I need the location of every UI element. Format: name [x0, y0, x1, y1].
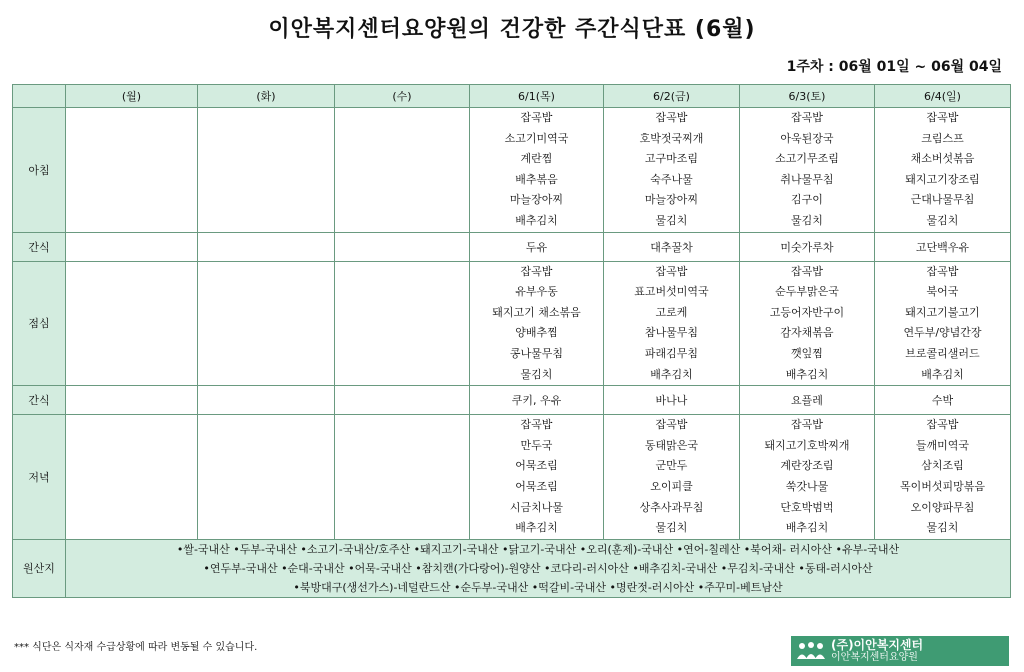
menu-cell: [740, 261, 875, 386]
empty-slot: [335, 498, 469, 519]
origin-row: [13, 539, 1011, 597]
empty-slot: [66, 344, 197, 365]
meal-label-breakfast: 아침: [13, 108, 66, 233]
snack-cell: 고단백우유: [875, 232, 1011, 261]
meal-label-snack1: 간식: [13, 232, 66, 261]
empty-slot: [66, 456, 197, 477]
day-header: 6/2(금): [604, 85, 740, 108]
dish-item: 물김치: [791, 213, 823, 227]
dish-item: 배추김치: [515, 521, 558, 535]
empty-slot: [198, 518, 334, 539]
dish-item: 소고기무조림: [775, 152, 839, 166]
day-header: (수): [335, 85, 470, 108]
dish-item: 잡곡밥: [520, 111, 553, 124]
dish-item: 물김치: [655, 213, 688, 227]
empty-slot: [66, 211, 197, 232]
dish-item: 배추볶음: [515, 172, 558, 186]
dish-item: 순두부맑은국: [775, 285, 839, 299]
snack-cell: 요플레: [740, 386, 875, 415]
dish-item: 참나물무침: [644, 326, 699, 340]
empty-slot: [66, 262, 197, 283]
dish-item: 배추김치: [785, 367, 829, 381]
empty-slot: [66, 498, 197, 519]
dish-item: 북어국: [926, 285, 959, 299]
dish-item: 소고기미역국: [504, 131, 569, 145]
dish-item: 물김치: [520, 367, 553, 381]
dish-item: 양배추찜: [515, 326, 558, 340]
meal-label-lunch: 점심: [13, 261, 66, 386]
empty-slot: [198, 415, 334, 436]
page-title: 이안복지센터요양원의 건강한 주간식단표 (6월): [268, 17, 756, 42]
empty-slot: [198, 303, 334, 324]
snack1-row: [13, 232, 1011, 261]
dish-item: 만두국: [520, 438, 553, 452]
empty-slot: [198, 262, 334, 283]
empty-slot: [335, 477, 469, 498]
menu-cell: [198, 108, 335, 233]
dish-item: 계란장조림: [780, 459, 834, 473]
dish-item: 김구이: [791, 193, 823, 207]
dish-item: 호박젓국찌개: [639, 131, 704, 145]
menu-cell: [875, 261, 1011, 386]
dish-item: 배추김치: [921, 367, 964, 381]
empty-slot: [335, 108, 469, 129]
dish-item: 유부우동: [515, 285, 558, 299]
empty-slot: [66, 415, 197, 436]
empty-slot: [198, 344, 334, 365]
day-header-row: [13, 85, 1011, 108]
origin-line: •쌀-국내산 •두부-국내산 •소고기-국내산/호주산 •돼지고기-국내산 •닭고기-국내산 •오리(훈제)-국내산 •연어-칠레산 •북어채- 러시아산 •유부-국내산: [176, 542, 900, 556]
empty-slot: [66, 365, 197, 386]
origin-label: 원산지: [13, 539, 66, 597]
menu-cell: [66, 415, 198, 540]
dish-item: 잡곡밥: [791, 418, 823, 432]
corner-cell: [13, 85, 66, 108]
empty-slot: [335, 323, 469, 344]
snack-cell: 바나나: [604, 386, 740, 415]
logo-company-name: (주)이안복지센터: [831, 638, 924, 652]
empty-slot: [335, 282, 469, 303]
day-header: (월): [66, 85, 198, 108]
empty-slot: [66, 149, 197, 170]
empty-slot: [198, 436, 334, 457]
dish-item: 잡곡밥: [791, 264, 823, 278]
empty-slot: [198, 498, 334, 519]
empty-slot: [335, 262, 469, 283]
dish-item: 삼치조림: [921, 459, 964, 473]
empty-slot: [66, 108, 197, 129]
snack-cell: 미숫가루차: [740, 232, 875, 261]
dish-item: 고구마조림: [644, 152, 699, 166]
dish-item: 잡곡밥: [520, 264, 553, 278]
dish-item: 배추김치: [785, 521, 829, 535]
dinner-row: [13, 415, 1011, 540]
empty-slot: [198, 323, 334, 344]
people-logo-icon: [791, 636, 831, 666]
dish-item: 돼지고기장조림: [905, 172, 980, 186]
menu-cell: [198, 415, 335, 540]
menu-cell: [875, 108, 1011, 233]
empty-slot: [198, 211, 334, 232]
empty-slot: [335, 436, 469, 457]
empty-slot: [335, 303, 469, 324]
dish-item: 파래김무침: [644, 346, 699, 360]
dish-item: 오이양파무침: [910, 500, 975, 514]
dish-item: 마늘장아찌: [509, 193, 564, 207]
snack-cell: 수박: [875, 386, 1011, 415]
empty-slot: [198, 170, 334, 191]
origin-info: [66, 539, 1011, 597]
meal-label-snack2: 간식: [13, 386, 66, 415]
dish-item: 아욱된장국: [780, 131, 834, 145]
snack-cell: 두유: [470, 232, 604, 261]
footnote: *** 식단은 식자재 수급상황에 따라 변동될 수 있습니다.: [14, 642, 258, 653]
dish-item: 잡곡밥: [655, 264, 688, 278]
dish-item: 돼지고기 채소볶음: [492, 305, 581, 319]
empty-slot: [198, 456, 334, 477]
menu-cell: [335, 415, 470, 540]
menu-cell: [470, 261, 604, 386]
day-header: (화): [198, 85, 335, 108]
snack-cell: [198, 232, 335, 261]
empty-slot: [198, 129, 334, 150]
menu-cell: [335, 261, 470, 386]
empty-slot: [335, 190, 469, 211]
menu-cell: [875, 415, 1011, 540]
menu-cell: [66, 108, 198, 233]
empty-slot: [66, 303, 197, 324]
menu-cell: [604, 108, 740, 233]
snack-cell: [335, 232, 470, 261]
empty-slot: [198, 108, 334, 129]
menu-cell: [740, 415, 875, 540]
empty-slot: [335, 415, 469, 436]
dish-item: 물김치: [655, 521, 688, 535]
dish-item: 취나물무침: [780, 172, 834, 186]
dish-item: 콩나물무침: [509, 346, 564, 360]
empty-slot: [198, 149, 334, 170]
empty-slot: [198, 282, 334, 303]
dish-item: 목이버섯피망볶음: [899, 479, 985, 493]
empty-slot: [66, 323, 197, 344]
snack-cell: 대추꿀차: [604, 232, 740, 261]
menu-cell: [740, 108, 875, 233]
dish-item: 표고버섯미역국: [634, 285, 709, 299]
dish-item: 돼지고기불고기: [905, 305, 980, 319]
dish-item: 시금치나물: [509, 500, 564, 514]
dish-item: 동태맑은국: [644, 438, 699, 452]
empty-slot: [335, 518, 469, 539]
snack-cell: [66, 232, 198, 261]
dish-item: 고등어자반구이: [769, 305, 845, 319]
empty-slot: [335, 344, 469, 365]
dish-item: 잡곡밥: [926, 264, 959, 278]
dish-item: 잡곡밥: [655, 418, 688, 432]
empty-slot: [335, 149, 469, 170]
dish-item: 배추김치: [515, 213, 558, 227]
menu-cell: [66, 261, 198, 386]
dish-item: 배추김치: [650, 367, 693, 381]
empty-slot: [66, 282, 197, 303]
empty-slot: [335, 211, 469, 232]
empty-slot: [66, 477, 197, 498]
menu-cell: [604, 261, 740, 386]
snack-cell: [335, 386, 470, 415]
company-logo: [791, 636, 1009, 666]
empty-slot: [66, 190, 197, 211]
snack-cell: [66, 386, 198, 415]
dish-item: 브로콜리샐러드: [905, 346, 980, 360]
snack-cell: [198, 386, 335, 415]
dish-item: 마늘장아찌: [644, 193, 699, 207]
dish-item: 잡곡밥: [655, 111, 688, 124]
logo-facility-name: 이안복지센터요양원: [831, 652, 918, 663]
empty-slot: [66, 518, 197, 539]
empty-slot: [198, 190, 334, 211]
menu-cell: [470, 415, 604, 540]
dish-item: 물김치: [926, 521, 959, 535]
menu-cell: [198, 261, 335, 386]
dish-item: 들깨미역국: [915, 438, 970, 452]
empty-slot: [66, 170, 197, 191]
dish-item: 채소버섯볶음: [910, 152, 975, 166]
empty-slot: [66, 129, 197, 150]
dish-item: 물김치: [926, 213, 959, 227]
menu-cell: [335, 108, 470, 233]
day-header: 6/1(목): [470, 85, 604, 108]
menu-cell: [604, 415, 740, 540]
empty-slot: [335, 365, 469, 386]
dish-item: 숙주나물: [650, 172, 693, 186]
breakfast-row: [13, 108, 1011, 233]
empty-slot: [335, 170, 469, 191]
dish-item: 깻잎찜: [791, 346, 823, 360]
empty-slot: [335, 456, 469, 477]
dish-item: 군만두: [655, 459, 688, 473]
origin-line: •연두부-국내산 •순대-국내산 •어묵-국내산 •참치캔(가다랑어)-원양산 •코다리-러시아산 •배추김치-국내산 •무김치-국내산 •동태-러시아산: [203, 561, 873, 575]
dish-item: 잡곡밥: [926, 418, 959, 432]
week-period: 1주차 : 06월 01일 ~ 06월 04일: [786, 59, 1002, 75]
dish-item: 잡곡밥: [520, 418, 553, 432]
dish-item: 크림스프: [921, 131, 964, 145]
dish-item: 돼지고기호박찌개: [764, 438, 850, 452]
menu-cell: [470, 108, 604, 233]
dish-item: 계란찜: [520, 152, 553, 166]
dish-item: 잡곡밥: [791, 111, 823, 124]
dish-item: 어묵조림: [515, 459, 558, 473]
dish-item: 연두부/양념간장: [903, 326, 982, 340]
empty-slot: [335, 129, 469, 150]
empty-slot: [198, 365, 334, 386]
dish-item: 고로케: [655, 305, 688, 319]
dish-item: 단호박범벅: [780, 500, 834, 514]
snack-cell: 쿠키, 우유: [470, 386, 604, 415]
dish-item: 어묵조림: [515, 479, 558, 493]
dish-item: 쑥갓나물: [785, 479, 829, 493]
dish-item: 감자채볶음: [780, 326, 834, 340]
dish-item: 오이피클: [650, 479, 693, 493]
dish-item: 잡곡밥: [926, 111, 959, 124]
day-header: 6/3(토): [740, 85, 875, 108]
dish-item: 상추사과무침: [639, 500, 704, 514]
day-header: 6/4(일): [875, 85, 1011, 108]
origin-line: •북방대구(생선가스)-네덜란드산 •순두부-국내산 •떡갈비-국내산 •명란젓-러시아산 •주꾸미-베트남산: [293, 580, 783, 594]
meal-label-dinner: 저녁: [13, 415, 66, 540]
empty-slot: [198, 477, 334, 498]
dish-item: 근대나물무침: [910, 193, 975, 207]
lunch-row: [13, 261, 1011, 386]
empty-slot: [66, 436, 197, 457]
menu-table: [12, 84, 1011, 598]
snack2-row: [13, 386, 1011, 415]
